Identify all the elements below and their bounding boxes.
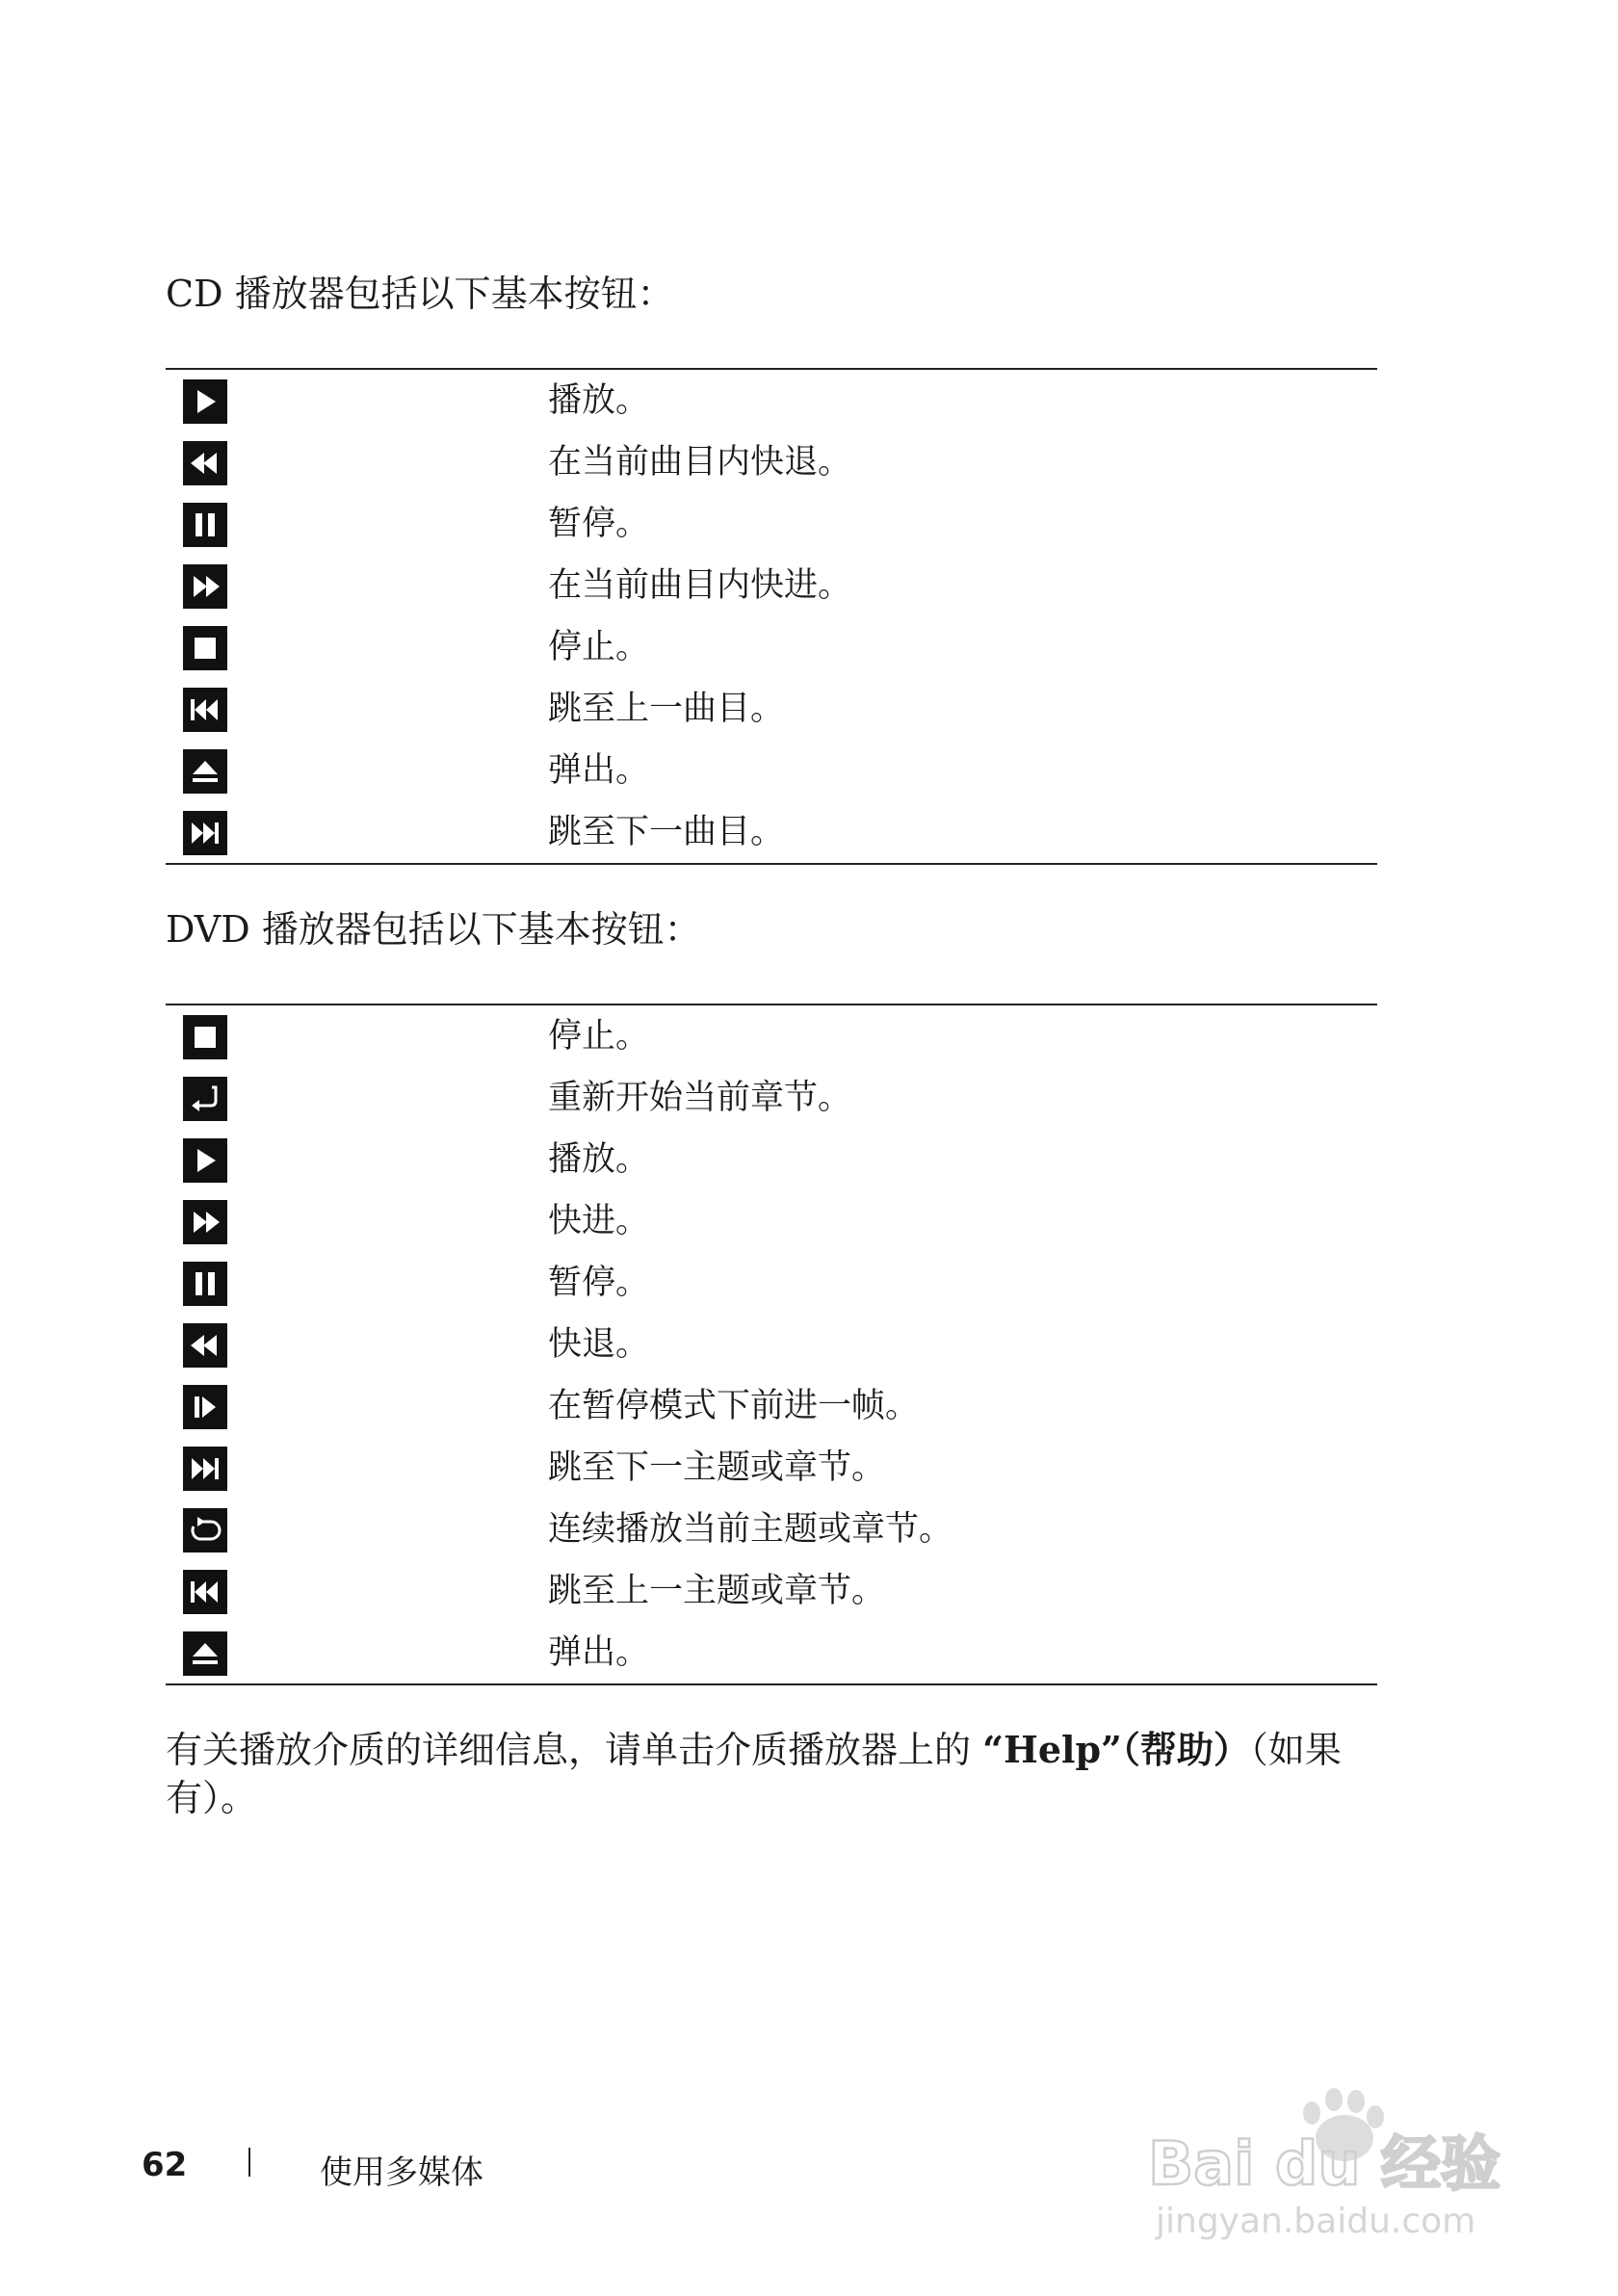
button-row — [166, 1622, 1377, 1683]
button-row — [166, 431, 1377, 493]
help-note-after: （如果有）。 — [166, 1729, 1342, 1819]
stop-icon — [183, 1015, 227, 1059]
button-row — [166, 1375, 1377, 1437]
button-row — [166, 1560, 1377, 1622]
button-row — [166, 678, 1377, 740]
button-description: 在暂停模式下前进一帧。 — [548, 1387, 920, 1425]
previous-track-icon — [183, 1570, 227, 1614]
button-description: 暂停。 — [548, 1264, 650, 1302]
play-icon — [183, 1138, 227, 1183]
footer-separator — [248, 2148, 250, 2177]
button-description: 在当前曲目内快退。 — [548, 443, 852, 482]
fast-forward-icon — [183, 1200, 227, 1244]
button-row — [166, 1437, 1377, 1499]
page-number: 62 — [142, 2146, 188, 2184]
button-description: 快退。 — [548, 1325, 650, 1364]
button-row — [166, 616, 1377, 678]
button-description: 弹出。 — [548, 751, 650, 790]
button-row — [166, 801, 1377, 863]
pause-icon — [183, 503, 227, 547]
button-description: 跳至下一曲目。 — [548, 813, 785, 851]
watermark-url: jingyan.baidu.com — [1156, 2202, 1476, 2241]
button-description: 弹出。 — [548, 1633, 650, 1672]
button-description: 停止。 — [548, 628, 650, 666]
button-description: 停止。 — [548, 1017, 650, 1056]
previous-track-icon — [183, 688, 227, 732]
eject-icon — [183, 749, 227, 794]
next-track-icon — [183, 811, 227, 855]
rewind-icon — [183, 441, 227, 485]
stop-icon — [183, 626, 227, 670]
chapter-title: 使用多媒体 — [320, 2153, 483, 2192]
help-note — [166, 1726, 1408, 1822]
button-row — [166, 1190, 1377, 1252]
button-description: 快进。 — [548, 1202, 650, 1240]
cd-button-table — [166, 368, 1377, 865]
fast-forward-icon — [183, 564, 227, 609]
rewind-icon — [183, 1323, 227, 1368]
dvd-button-table — [166, 1004, 1377, 1685]
watermark-logo: Bai du 经验 — [1148, 2128, 1501, 2199]
button-row — [166, 1005, 1377, 1067]
help-note-bold: “Help”（帮助） — [982, 1728, 1250, 1771]
button-row — [166, 1252, 1377, 1314]
button-row — [166, 370, 1377, 431]
button-row — [166, 1499, 1377, 1560]
repeat-icon — [183, 1508, 227, 1552]
button-description: 跳至下一主题或章节。 — [548, 1448, 886, 1487]
button-row — [166, 555, 1377, 616]
help-note-before: 有关播放介质的详细信息，请单击介质播放器上的 — [166, 1729, 983, 1771]
eject-icon — [183, 1631, 227, 1676]
button-description: 播放。 — [548, 1140, 650, 1179]
button-row — [166, 1129, 1377, 1190]
pause-icon — [183, 1262, 227, 1306]
button-description: 暂停。 — [548, 505, 650, 543]
button-description: 播放。 — [548, 381, 650, 420]
restart-chapter-icon — [183, 1077, 227, 1121]
button-description: 跳至上一主题或章节。 — [548, 1572, 886, 1610]
button-description: 跳至上一曲目。 — [548, 690, 785, 728]
cd-intro-text: CD 播放器包括以下基本按钮： — [166, 273, 674, 315]
frame-advance-icon — [183, 1385, 227, 1429]
button-row — [166, 493, 1377, 555]
next-track-icon — [183, 1447, 227, 1491]
button-description: 重新开始当前章节。 — [548, 1079, 852, 1117]
button-description: 在当前曲目内快进。 — [548, 566, 852, 605]
button-row — [166, 1067, 1377, 1129]
button-row — [166, 1314, 1377, 1375]
button-row — [166, 740, 1377, 801]
baidu-watermark — [1148, 2071, 1553, 2244]
button-description: 连续播放当前主题或章节。 — [548, 1510, 953, 1549]
dvd-intro-text: DVD 播放器包括以下基本按钮： — [166, 908, 701, 951]
play-icon — [183, 379, 227, 424]
